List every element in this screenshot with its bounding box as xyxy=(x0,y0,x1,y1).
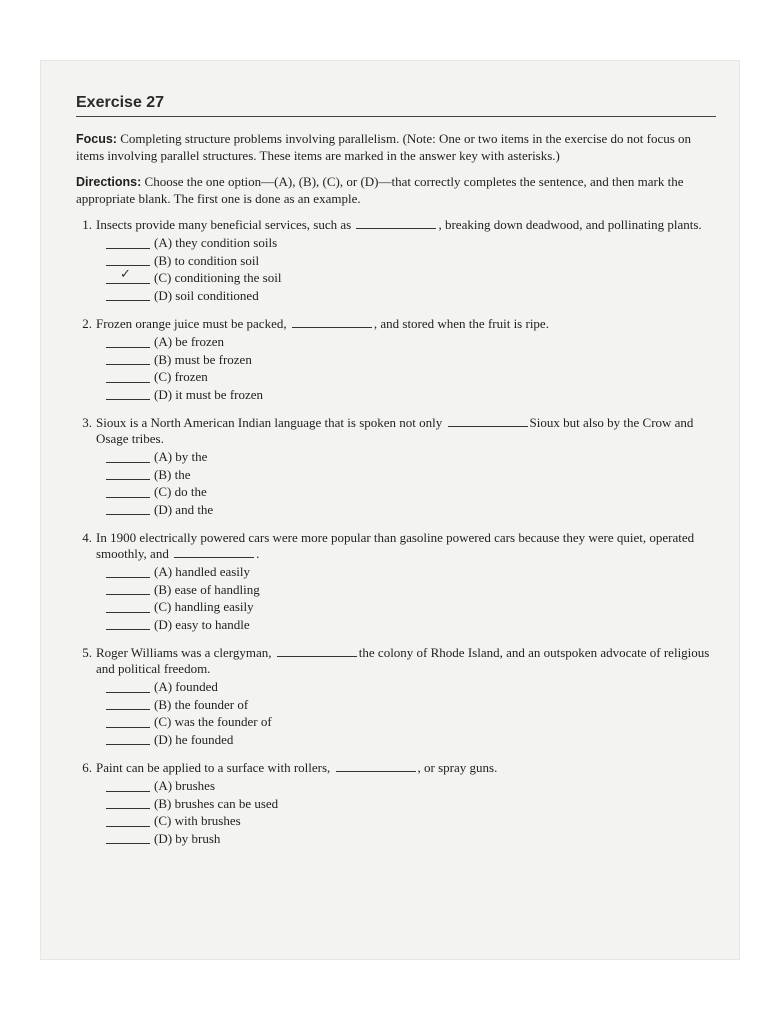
answer-option[interactable] xyxy=(106,830,716,848)
answer-blank xyxy=(448,415,528,427)
option-label: (B) must be frozen xyxy=(154,351,252,367)
question-text-after: , and stored when the fruit is ripe. xyxy=(373,316,549,331)
option-label: (B) brushes can be used xyxy=(154,795,279,811)
question-number: 2. xyxy=(82,316,92,331)
option-label: (C) frozen xyxy=(154,369,208,385)
question-text xyxy=(96,645,716,677)
option-label: (B) the xyxy=(154,466,191,482)
answer-mark-blank[interactable] xyxy=(106,815,150,827)
answer-mark-blank[interactable] xyxy=(106,353,150,365)
option-list xyxy=(106,678,716,748)
option-label: (A) be frozen xyxy=(154,334,225,350)
question-number: 3. xyxy=(82,415,92,430)
question-text-before: Paint can be applied to a surface with rollers, xyxy=(96,760,331,775)
answer-mark-blank[interactable] xyxy=(106,780,150,792)
option-label: (A) they condition soils xyxy=(154,235,278,251)
exercise-title: Exercise 27 xyxy=(76,94,716,117)
question-number: 5. xyxy=(82,645,92,660)
question-text xyxy=(96,530,716,562)
option-label: (C) was the founder of xyxy=(154,714,272,730)
option-label: (B) ease of handling xyxy=(154,581,260,597)
answer-option[interactable] xyxy=(106,333,716,351)
answer-option[interactable] xyxy=(106,696,716,714)
option-label: (B) the founder of xyxy=(154,696,249,712)
option-label: (A) by the xyxy=(154,449,208,465)
answer-mark-blank[interactable] xyxy=(106,254,150,266)
focus-text: Completing structure problems involving parallelism. (Note: One or two items in the exercise do not focus on items involving parallel structures. These items are marked in the answer key with asterisks.) xyxy=(76,131,692,163)
question-item xyxy=(76,530,716,633)
option-label: (D) soil conditioned xyxy=(154,287,259,303)
question-text xyxy=(96,415,716,447)
answer-option[interactable] xyxy=(106,386,716,404)
question-item xyxy=(76,645,716,748)
question-text-after: , or spray guns. xyxy=(417,760,498,775)
answer-option[interactable] xyxy=(106,731,716,749)
answer-option[interactable] xyxy=(106,598,716,616)
option-label: (C) handling easily xyxy=(154,599,254,615)
answer-mark-blank[interactable] xyxy=(106,832,150,844)
question-stem xyxy=(76,415,716,447)
directions-paragraph xyxy=(76,174,716,207)
answer-option[interactable] xyxy=(106,234,716,252)
option-label: (D) he founded xyxy=(154,731,234,747)
question-number: 1. xyxy=(82,217,92,232)
focus-label: Focus: xyxy=(76,132,117,146)
answer-option[interactable] xyxy=(106,466,716,484)
question-text xyxy=(96,760,716,776)
option-label: (C) conditioning the soil xyxy=(154,270,282,286)
answer-mark-blank[interactable] xyxy=(106,468,150,480)
answer-mark-blank[interactable] xyxy=(106,388,150,400)
question-item xyxy=(76,316,716,403)
question-stem xyxy=(76,316,716,332)
worksheet-content xyxy=(76,94,716,859)
option-label: (B) to condition soil xyxy=(154,252,260,268)
question-item xyxy=(76,760,716,847)
answer-mark-blank[interactable] xyxy=(106,797,150,809)
answer-blank xyxy=(356,217,436,229)
option-list xyxy=(106,234,716,304)
answer-option[interactable] xyxy=(106,287,716,305)
answer-option[interactable] xyxy=(106,616,716,634)
answer-blank xyxy=(336,760,416,772)
answer-blank xyxy=(174,546,254,558)
answer-mark-blank[interactable] xyxy=(106,733,150,745)
question-text xyxy=(96,217,716,233)
answer-option[interactable] xyxy=(106,563,716,581)
question-text-before: Frozen orange juice must be packed, xyxy=(96,316,287,331)
directions-text: Choose the one option—(A), (B), (C), or (D)—that correctly completes the sentence, and then mark the appropriate blank. The first one is done as an example. xyxy=(76,174,684,206)
option-label: (D) by brush xyxy=(154,830,221,846)
question-text-before: Roger Williams was a clergyman, xyxy=(96,645,272,660)
answer-option[interactable] xyxy=(106,812,716,830)
answer-mark-blank[interactable] xyxy=(106,289,150,301)
answer-option[interactable] xyxy=(106,483,716,501)
answer-mark-blank[interactable] xyxy=(106,681,150,693)
worksheet-page xyxy=(40,60,740,960)
question-stem xyxy=(76,645,716,677)
question-text-before: In 1900 electrically powered cars were more popular than gasoline powered cars because they were quiet, operated smoothly, and xyxy=(96,530,695,561)
question-number: 4. xyxy=(82,530,92,545)
answer-option[interactable] xyxy=(106,777,716,795)
option-label: (D) easy to handle xyxy=(154,616,250,632)
answer-option[interactable] xyxy=(106,266,716,287)
option-label: (D) and the xyxy=(154,501,214,517)
answer-mark-blank[interactable] xyxy=(106,237,150,249)
question-text-after: , breaking down deadwood, and pollinating plants. xyxy=(438,217,702,232)
answer-mark-blank[interactable] xyxy=(106,601,150,613)
answer-mark-blank[interactable] xyxy=(106,583,150,595)
answer-option[interactable] xyxy=(106,581,716,599)
option-label: (C) with brushes xyxy=(154,813,241,829)
question-number: 6. xyxy=(82,760,92,775)
answer-option[interactable] xyxy=(106,795,716,813)
answer-blank xyxy=(292,316,372,328)
answer-option[interactable] xyxy=(106,252,716,270)
directions-label: Directions: xyxy=(76,175,142,189)
question-text-after: Sioux but also by the Crow and Osage tribes. xyxy=(96,415,694,446)
answer-mark-blank[interactable] xyxy=(106,451,150,463)
answer-option[interactable] xyxy=(106,713,716,731)
answer-mark-blank[interactable] xyxy=(106,486,150,498)
option-label: (C) do the xyxy=(154,484,207,500)
answer-option[interactable] xyxy=(106,351,716,369)
answer-blank xyxy=(277,645,357,657)
question-text-before: Insects provide many beneficial services, such as xyxy=(96,217,352,232)
focus-paragraph xyxy=(76,131,716,164)
answer-option[interactable] xyxy=(106,678,716,696)
question-stem xyxy=(76,217,716,233)
option-list xyxy=(106,777,716,847)
answer-option[interactable] xyxy=(106,448,716,466)
answer-mark-blank[interactable] xyxy=(106,618,150,630)
question-list xyxy=(76,217,716,847)
option-label: (A) handled easily xyxy=(154,564,251,580)
answer-mark-blank[interactable] xyxy=(106,698,150,710)
question-text-after: . xyxy=(256,546,260,561)
question-item xyxy=(76,217,716,304)
answer-mark-blank[interactable] xyxy=(106,336,150,348)
answer-mark-blank[interactable] xyxy=(106,266,150,284)
question-item xyxy=(76,415,716,518)
question-text-after: the colony of Rhode Island, and an outspoken advocate of religious and political freedom. xyxy=(96,645,710,676)
answer-mark-blank[interactable] xyxy=(106,371,150,383)
answer-mark-blank[interactable] xyxy=(106,503,150,515)
question-stem xyxy=(76,760,716,776)
answer-mark-blank[interactable] xyxy=(106,566,150,578)
question-stem xyxy=(76,530,716,562)
option-list xyxy=(106,333,716,403)
question-text xyxy=(96,316,716,332)
option-label: (A) founded xyxy=(154,679,218,695)
question-text-before: Sioux is a North American Indian language that is spoken not only xyxy=(96,415,443,430)
answer-mark-blank[interactable] xyxy=(106,716,150,728)
option-list xyxy=(106,448,716,518)
option-label: (D) it must be frozen xyxy=(154,386,264,402)
option-list xyxy=(106,563,716,633)
checkmark-icon: ✓ xyxy=(120,266,131,282)
answer-option[interactable] xyxy=(106,368,716,386)
answer-option[interactable] xyxy=(106,501,716,519)
option-label: (A) brushes xyxy=(154,778,216,794)
